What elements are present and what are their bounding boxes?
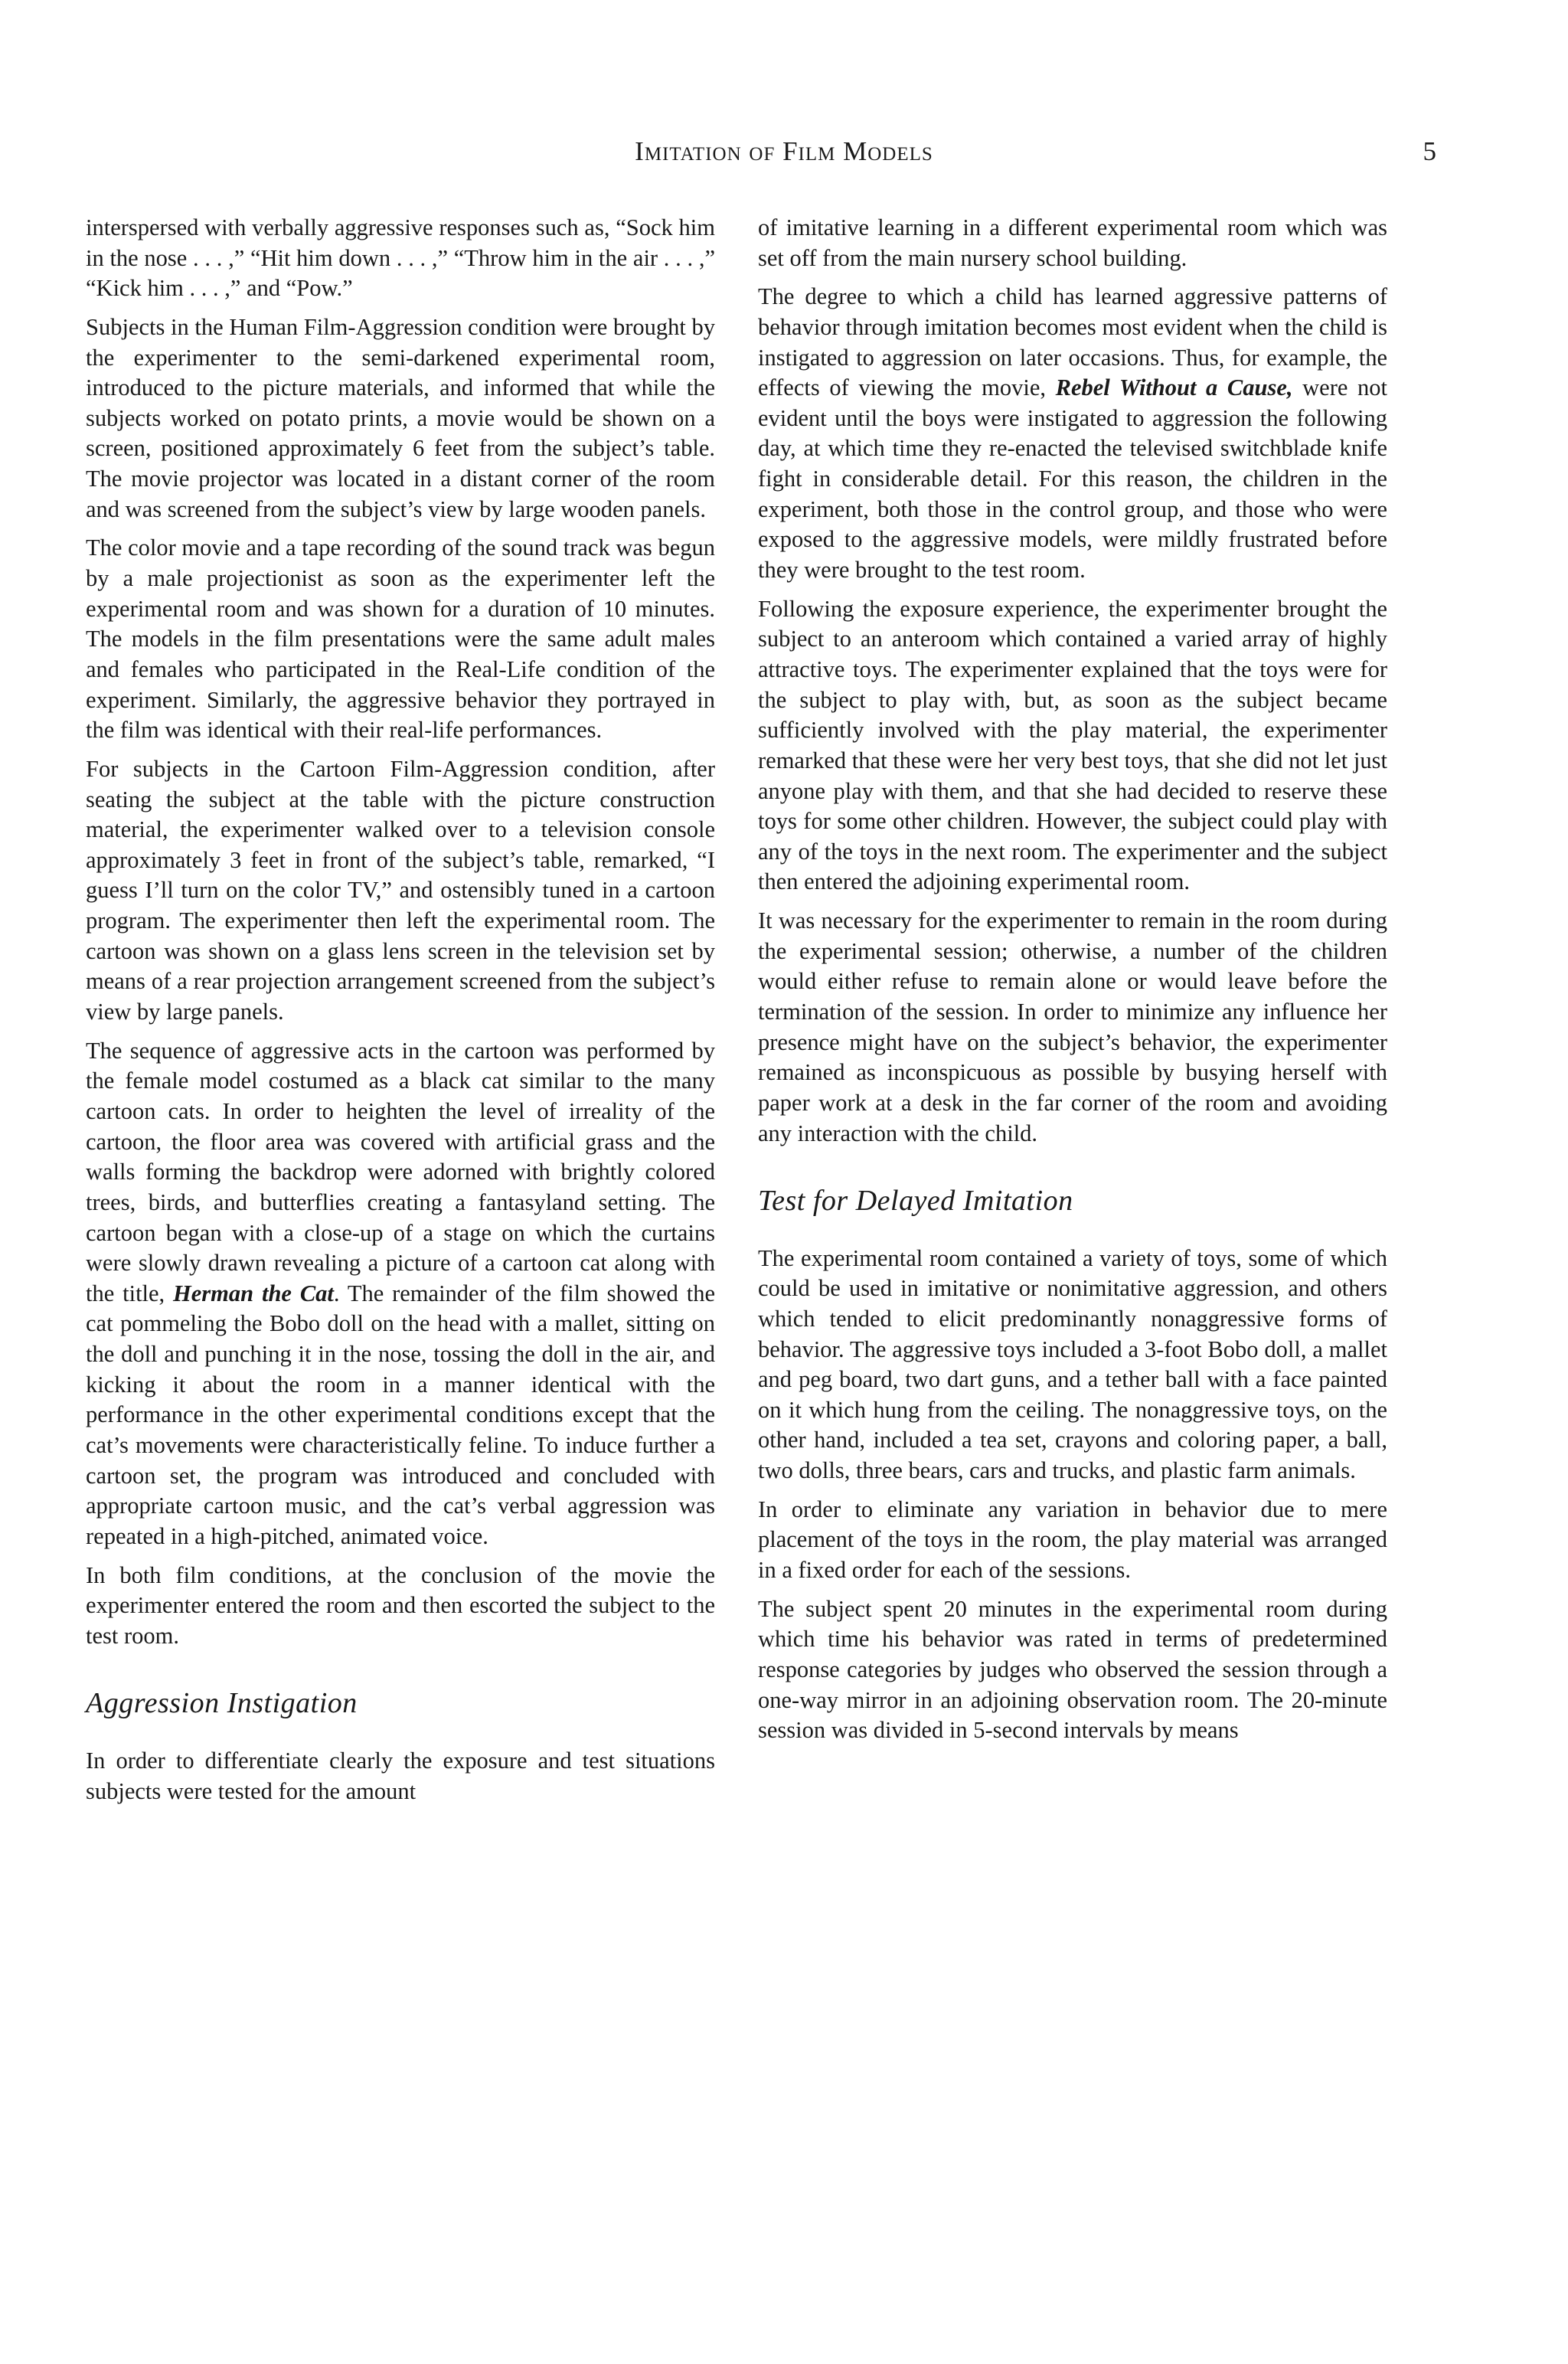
left-column: [86, 213, 715, 1815]
left-paragraph-3: The color movie and a tape recording of the sound track was begun by a male projectionist as soon as the experimenter left the experimental room and was shown for a duration of 10 minutes. The models in the film presentations were the same adult males and females who participated in the Real-Life condition of the experiment. Similarly, the aggressive behavior they portrayed in the film was identical with their real-life performances.: [86, 535, 715, 744]
section-heading-test-for-delayed-imitation: Test for Delayed Imitation: [758, 1185, 1073, 1218]
left-paragraph-6: In both film conditions, at the conclusion of the movie the experimenter entered the room and then escorted the subject to the test room.: [86, 1561, 715, 1649]
left-paragraph-5-text-b: . The remainder of the film showed the cat pommeling the Bobo doll on the head with a mallet, sitting on the doll and punching it in the nose, tossing the doll in the air, and kicking it about the room in a manner identical with the performance in the other experimental conditions except that the cat’s movements were characteristically feline. To induce further a cartoon set, the program was introduced and concluded with appropriate cartoon music, and the cat’s verbal aggression was repeated in a high-pitched, animated voice.: [86, 1280, 715, 1549]
running-head: Imitation of Film Models: [635, 136, 933, 166]
left-paragraph-2: Subjects in the Human Film-Aggression condition were brought by the experimenter to the semi-darkened experimental room, introduced to the picture materials, and informed that while the subjects worked on potato prints, a movie would be shown on a screen, positioned approximately 6 feet from the subject’s table. The movie projector was located in a distant corner of the room and was screened from the subject’s view by large wooden panels.: [86, 313, 715, 522]
right-paragraph-7: The subject spent 20 minutes in the experimental room during which time his behavior was rated in terms of predetermined response categories by judges who observed the session through a one-way mirror in an adjoining observation room. The 20-minute session was divided in 5-second intervals by means: [758, 1595, 1387, 1744]
left-paragraph-7: In order to differentiate clearly the exposure and test situations subjects were tested for the amount: [86, 1747, 715, 1804]
right-paragraph-2-text-b: were not evident until the boys were instigated to aggression the following day, at which time they re-enacted the televised switchblade knife fight in considerable detail. For this reason, the children in the experiment, both those in the control group, and those who were exposed to the aggressive models, were mildly frustrated before they were brought to the test room.: [758, 374, 1387, 584]
right-paragraph-4: It was necessary for the experimenter to remain in the room during the experimental session; otherwise, a number of the children would either refuse to remain alone or would leave before the termination of the session. In order to minimize any influence her presence might have on the subject’s behavior, the experimenter remained as inconspicuous as possible by busying herself with paper work at a desk in the far corner of the room and avoiding any interaction with the child.: [758, 907, 1387, 1146]
left-paragraph-5-text-a: The sequence of aggressive acts in the cartoon was performed by the female model costumed as a black cat similar to the many cartoon cats. In order to heighten the level of irreality of the cartoon, the floor area was covered with artificial grass and the walls forming the backdrop were adorned with brightly colored trees, birds, and butterflies creating a fantasyland setting. The cartoon began with a close-up of a stage on which the curtains were slowly drawn revealing a picture of a cartoon cat along with the title,: [86, 1037, 715, 1306]
left-paragraph-1: interspersed with verbally aggressive responses such as, “Sock him in the nose . . . ,” “Hit him down . . . ,” “Throw him in the air . . . ,” “Kick him . . . ,” and “Pow.”: [86, 214, 715, 302]
right-column: [758, 213, 1387, 1754]
right-paragraph-5: The experimental room contained a variety of toys, some of which could be used in imitative or nonimitative aggression, and others which tended to elicit predominantly nonaggressive forms of behavior. The aggressive toys included a 3-foot Bobo doll, a mallet and peg board, two dart guns, and a tether ball with a face painted on it which hung from the ceiling. The nonaggressive toys, on the other hand, included a tea set, crayons and coloring paper, a ball, two dolls, three bears, cars and trucks, and plastic farm animals.: [758, 1244, 1387, 1484]
right-paragraph-6: In order to eliminate any variation in behavior due to mere placement of the toys in the room, the play material was arranged in a fixed order for each of the sessions.: [758, 1496, 1387, 1584]
section-heading-aggression-instigation: Aggression Instigation: [86, 1687, 358, 1720]
right-paragraph-3: Following the exposure experience, the experimenter brought the subject to an anteroom which contained a varied array of highly attractive toys. The experimenter explained that the toys were for the subject to play with, but, as soon as the subject became sufficiently involved with the play material, the experimenter remarked that these were her very best toys, that she did not let just anyone play with them, and that she had decided to reserve these toys for some other children. However, the subject could play with any of the toys in the next room. The experimenter and the subject then entered the adjoining experimental room.: [758, 595, 1387, 895]
right-paragraph-2: [758, 282, 1387, 585]
page-number: 5: [1423, 136, 1436, 166]
right-paragraph-1: of imitative learning in a different experimental room which was set off from the main nursery school building.: [758, 214, 1387, 271]
film-title-rebel-without-a-cause: Rebel Without a Cause,: [1055, 374, 1293, 401]
film-title-herman-the-cat: Herman the Cat: [173, 1280, 334, 1306]
right-paragraph-2-text-a: The degree to which a child has learned aggressive patterns of behavior through imitation becomes most evident when the child is instigated to aggression on later occasions. Thus, for example, the effects of viewing the movie,: [758, 283, 1387, 401]
left-paragraph-4: For subjects in the Cartoon Film-Aggression condition, after seating the subject at the table with the picture construction material, the experimenter walked over to a television console approximately 3 feet in front of the subject’s table, remarked, “I guess I’ll turn on the color TV,” and ostensibly tuned in a cartoon program. The experimenter then left the experimental room. The cartoon was shown on a glass lens screen in the television set by means of a rear projection arrangement screened from the subject’s view by large panels.: [86, 755, 715, 1025]
left-paragraph-5: [86, 1036, 715, 1552]
